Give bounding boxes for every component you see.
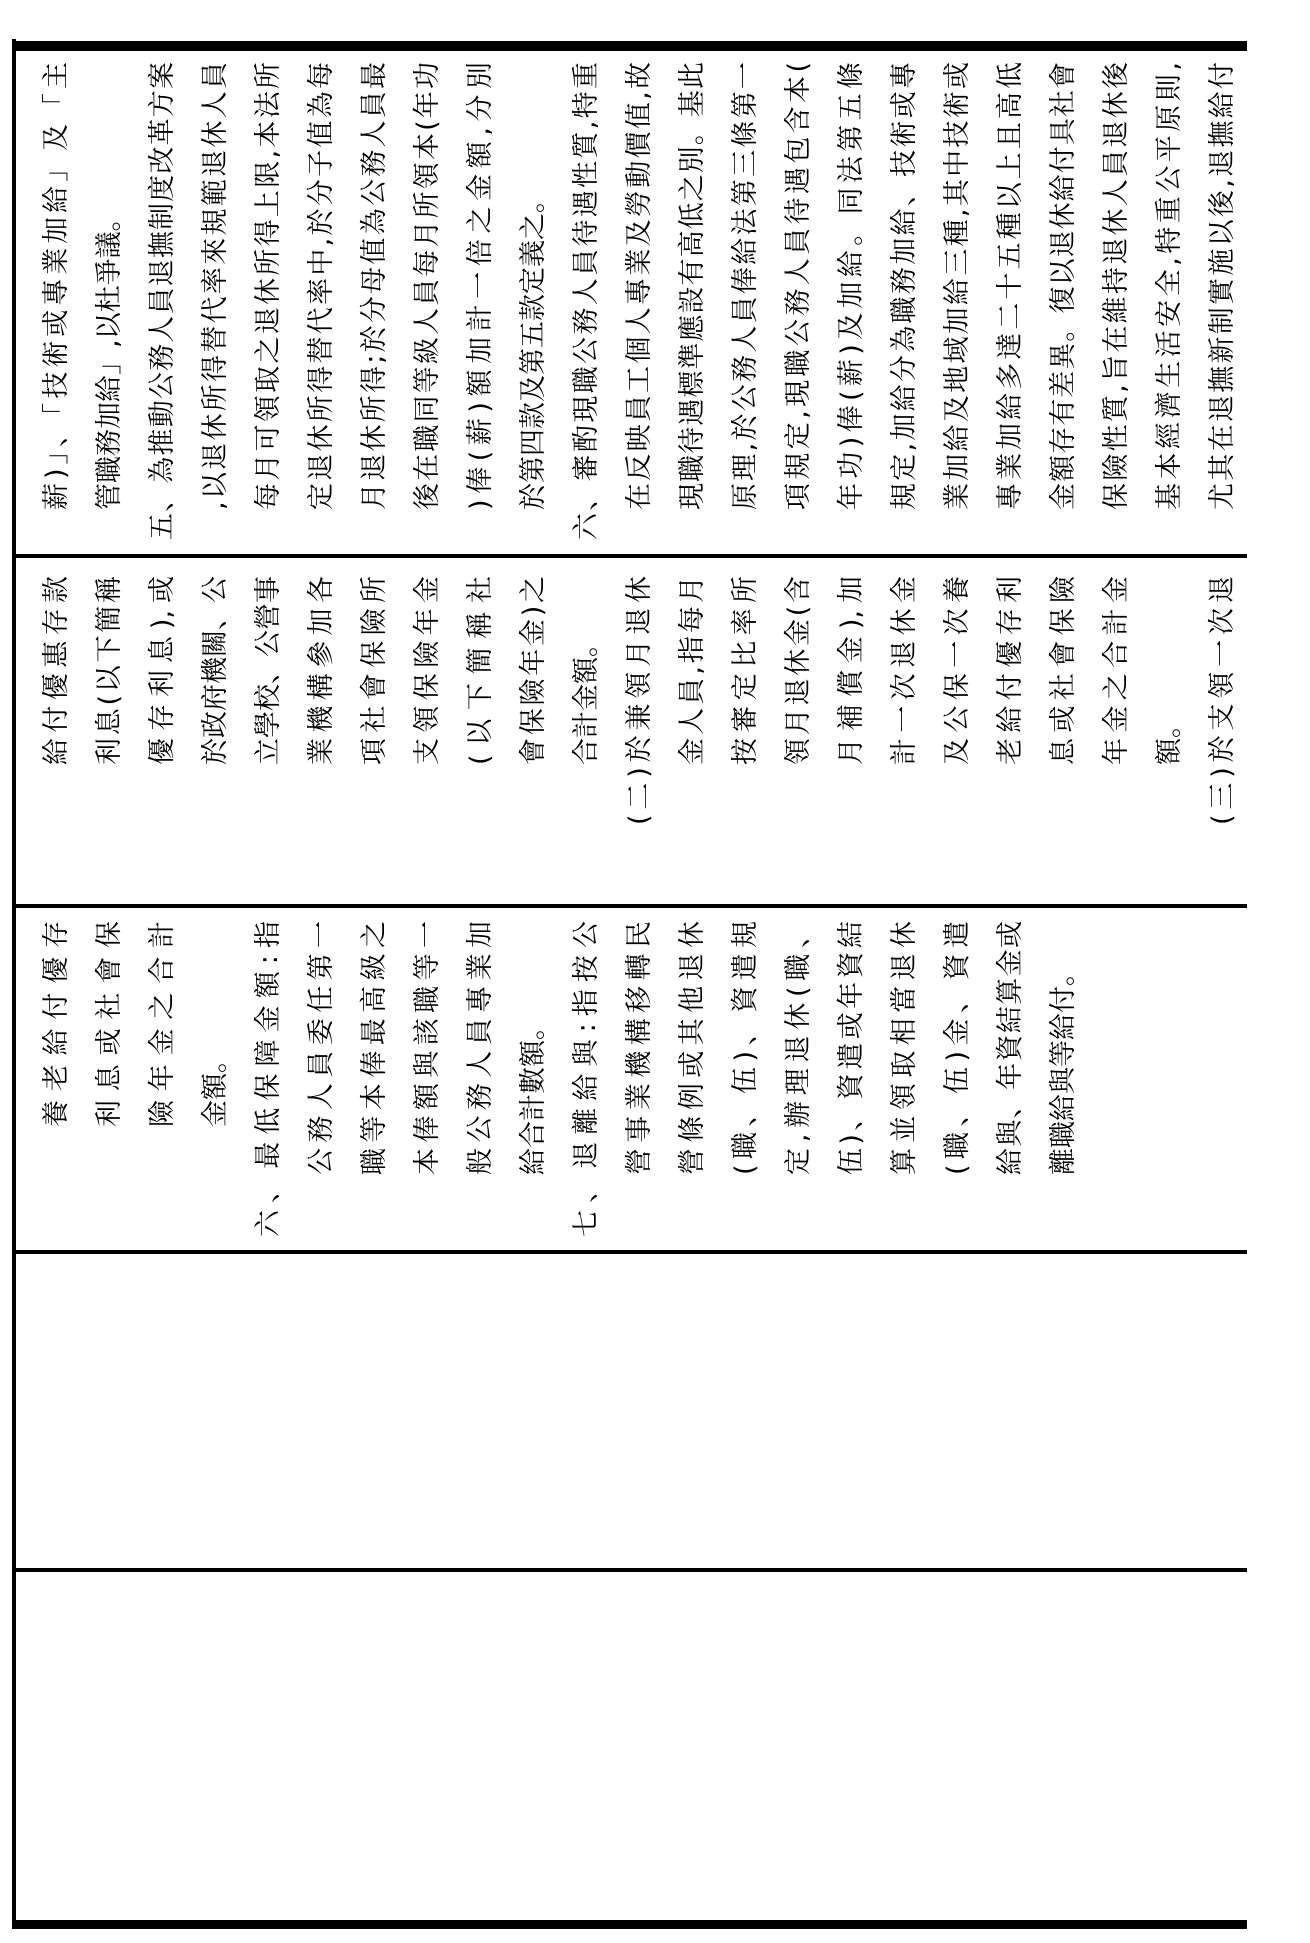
text-line: 七、退離給與:指按公	[571, 921, 602, 1237]
table-rule-divider-2	[12, 1250, 1247, 1254]
text-line: 後在職同等級人員每月所領本(年功	[412, 62, 443, 510]
text-line: 及公保一次養	[942, 576, 973, 765]
text-line: 年功)俸(薪)及加給。同法第五條	[836, 62, 867, 510]
text-line: 定退休所得替代率中,於分子值為每	[306, 62, 337, 510]
text-line: 職等本俸最高級之	[359, 921, 390, 1175]
text-line: 本俸額與該職等一	[412, 921, 443, 1175]
text-line: 金額。	[200, 1046, 231, 1127]
text-line: 伍)、資遣或年資結	[836, 921, 867, 1175]
text-line: (職、伍)、資遣規	[730, 921, 761, 1175]
text-line: 計一次退休金	[889, 576, 920, 765]
text-line: 立學校、公營事	[253, 576, 284, 765]
text-line: 老給付優存利	[995, 576, 1026, 765]
text-line: 支領保險年金	[412, 576, 443, 765]
text-line: 在反映員工個人專業及勞動價值,故	[624, 62, 655, 510]
table-rule-top	[12, 39, 16, 1929]
text-line: 尤其在退撫新制實施以後,退撫給付	[1207, 62, 1238, 510]
table-border-left-bold	[12, 1920, 1247, 1929]
text-line: ,以退休所得替代率來規範退休人員	[200, 62, 231, 510]
text-line: 公務人員委任第一	[306, 921, 337, 1175]
text-line: 金人員,指每月	[677, 576, 708, 765]
text-line: 營條例或其他退休	[677, 921, 708, 1175]
text-line: 給付優惠存款	[41, 576, 72, 765]
text-line: 額。	[1154, 711, 1185, 765]
text-line: 營事業機構移轉民	[624, 921, 655, 1175]
text-line: 於第四款及第五款定義之。	[518, 186, 549, 510]
text-line: 規定,加給分為職務加給、技術或專	[889, 62, 920, 510]
table-column-3-text	[30, 921, 1090, 1237]
text-line: 利息(以下簡稱	[94, 576, 125, 765]
text-line: 優存利息),或	[147, 576, 178, 765]
text-line: 現職待遇標準應設有高低之別。基此	[677, 62, 708, 510]
text-line: 會保險年金)之	[518, 576, 549, 765]
text-line: 薪)」、「技術或專業加給」及「主	[41, 62, 72, 510]
table-column-4-text	[30, 576, 1249, 890]
text-line: 專業加給多達二十五種以上且高低	[995, 62, 1026, 510]
text-line: 按審定比率所	[730, 576, 761, 765]
text-line: 業加給及地域加給三種,其中技術或	[942, 62, 973, 510]
text-line: 項規定,現職公務人員待遇包含本(	[783, 62, 814, 510]
text-line: 保險性質,旨在維持退休人員退休後	[1101, 62, 1132, 510]
text-line: 六、最低保障金額:指	[253, 921, 284, 1237]
text-line: (二)於兼領月退休	[624, 576, 655, 825]
text-line: 領月退休金(含	[783, 576, 814, 765]
text-line: 項社會保險所	[359, 576, 390, 765]
text-line: 險年金之合計	[147, 921, 178, 1127]
text-line: 息或社會保險	[1048, 576, 1079, 765]
text-line: 管職務加給」,以杜爭議。	[94, 204, 125, 510]
text-line: 原理,於公務人員俸給法第三條第一	[730, 62, 761, 510]
text-line: 五、為推動公務人員退撫制度改革方案	[147, 62, 178, 540]
text-line: (三)於支領一次退	[1207, 576, 1238, 825]
text-line: 年金之合計金	[1101, 576, 1132, 765]
text-line: 月補償金),加	[836, 576, 867, 765]
text-line: 給合計數額。	[518, 1013, 549, 1175]
text-line: 般公務人員專業加	[465, 921, 496, 1175]
text-line: 基本經濟生活安全,特重公平原則,	[1154, 62, 1185, 510]
text-line: 六、審酌現職公務人員待遇性質,特重	[571, 62, 602, 540]
text-line: (以下簡稱社	[465, 576, 496, 765]
text-line: 離職給與等給付。	[1048, 959, 1079, 1175]
text-line: 金額存有差異。復以退休給付具社會	[1048, 62, 1079, 510]
text-line: (職、伍)金、資遣	[942, 921, 973, 1175]
text-line: 業機構參加各	[306, 576, 337, 765]
text-line: 於政府機關、公	[200, 576, 231, 765]
text-line: )俸(薪)額加計一倍之金額,分別	[465, 62, 496, 510]
text-line: 算並領取相當退休	[889, 921, 920, 1175]
text-line: 每月可領取之退休所得上限,本法所	[253, 62, 284, 510]
text-line: 合計金額。	[571, 630, 602, 765]
table-border-right-bold	[12, 41, 1247, 51]
text-line: 利息或社會保	[94, 921, 125, 1127]
table-rule-divider-4	[12, 554, 1247, 558]
table-column-5-text	[30, 62, 1249, 540]
table-rule-divider-1	[12, 1568, 1247, 1572]
text-line: 養老給付優存	[41, 921, 72, 1127]
text-line: 月退休所得;於分母值為公務人員最	[359, 62, 390, 510]
text-line: 定,辦理退休(職、	[783, 921, 814, 1175]
table-rule-divider-3	[12, 904, 1247, 908]
text-line: 給與、年資結算金或	[995, 921, 1026, 1175]
